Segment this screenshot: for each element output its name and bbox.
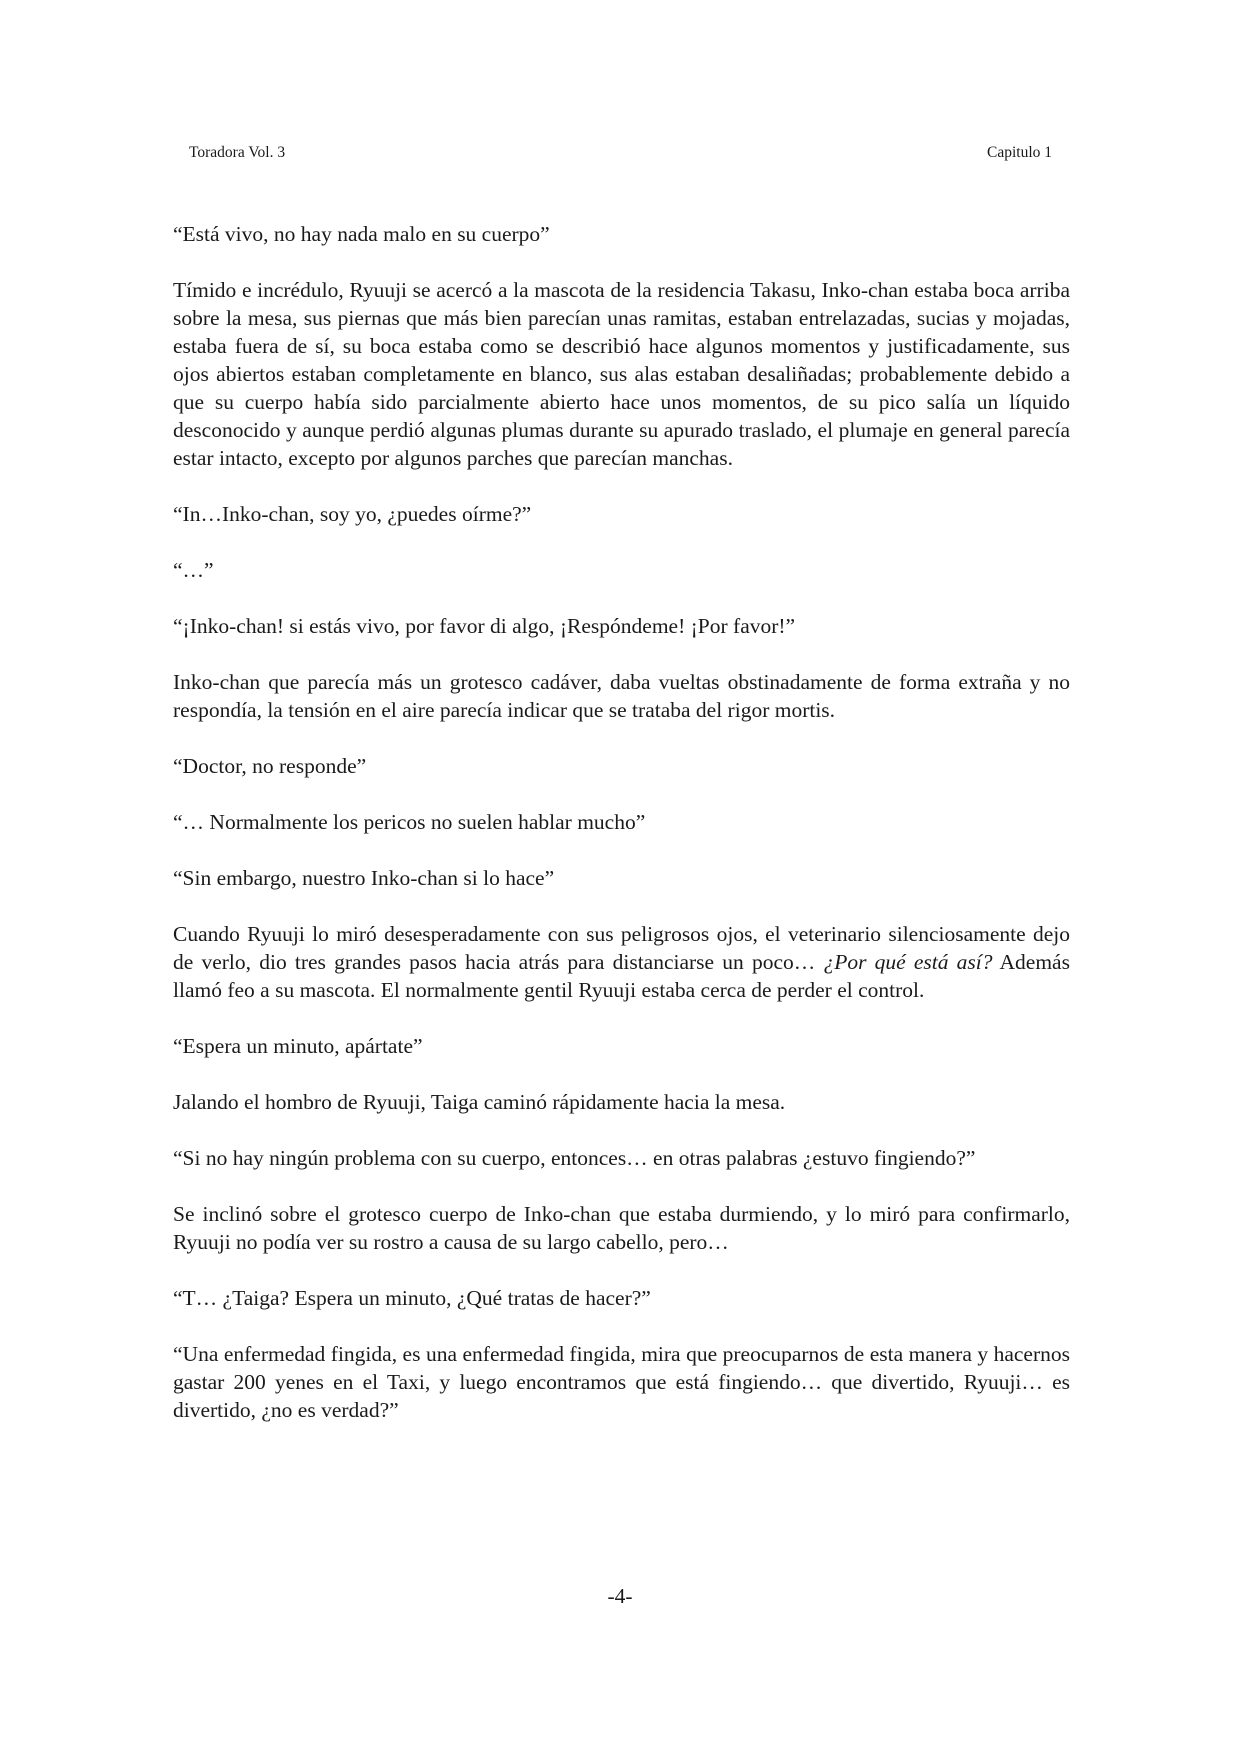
- paragraph-text: Cuando Ryuuji lo miró desesperadamente con sus peligrosos ojos, el veterinario silenciosamente dejo de verlo, dio tres grandes pasos hacia atrás para distanciarse un poco…: [173, 922, 1070, 974]
- paragraph: “Está vivo, no hay nada malo en su cuerpo”: [173, 222, 550, 246]
- paragraph: “T… ¿Taiga? Espera un minuto, ¿Qué tratas de hacer?”: [173, 1286, 651, 1310]
- italic-thought: ¿Por qué está así?: [823, 950, 993, 974]
- header-chapter: Capitulo 1: [986, 144, 1052, 161]
- header-book-title: Toradora Vol. 3: [189, 144, 286, 161]
- paragraph: Tímido e incrédulo, Ryuuji se acercó a la mascota de la residencia Takasu, Inko-chan estaba boca arriba sobre la mesa, sus piernas que más bien parecían unas ramitas, estaban entrelazadas, sucias y mojadas, estaba fuera de sí, su boca estaba como se describió hace algunos momentos y justificadamente, sus ojos abiertos estaban completamente en blanco, sus alas estaban desaliñadas; probablemente debido a que su cuerpo había sido parcialmente abierto hace unos momentos, de su pico salía un líquido desconocido y aunque perdió algunas plumas durante su apurado traslado, el plumaje en general parecía estar intacto, excepto por algunos parches que parecían manchas.: [173, 278, 1070, 470]
- paragraph: Jalando el hombro de Ryuuji, Taiga caminó rápidamente hacia la mesa.: [173, 1090, 786, 1114]
- paragraph: “Espera un minuto, apártate”: [173, 1034, 423, 1058]
- paragraph-text: Además llamó feo a su mascota. El normalmente gentil Ryuuji estaba cerca de perder el control.: [173, 950, 1070, 1002]
- paragraph-doctor: [173, 920, 1070, 1004]
- paragraph: Inko-chan que parecía más un grotesco cadáver, daba vueltas obstinadamente de forma extraña y no respondía, la tensión en el aire parecía indicar que se trataba del rigor mortis.: [173, 670, 1070, 722]
- paragraph: “Doctor, no responde”: [173, 754, 367, 778]
- paragraph: “Sin embargo, nuestro Inko-chan si lo hace”: [173, 866, 555, 890]
- paragraph: “… Normalmente los pericos no suelen hablar mucho”: [173, 810, 646, 834]
- paragraph: “Si no hay ningún problema con su cuerpo, entonces… en otras palabras ¿estuvo fingiendo?”: [173, 1146, 976, 1170]
- paragraph: “In…Inko-chan, soy yo, ¿puedes oírme?”: [173, 502, 532, 526]
- paragraph: “Una enfermedad fingida, es una enfermedad fingida, mira que preocuparnos de esta manera y hacernos gastar 200 yenes en el Taxi, y luego encontramos que está fingiendo… que divertido, Ryuuji… es divertido, ¿no es verdad?”: [173, 1342, 1070, 1422]
- body-text: [173, 220, 1070, 1452]
- paragraph: “…”: [173, 558, 214, 582]
- paragraph: Se inclinó sobre el grotesco cuerpo de Inko-chan que estaba durmiendo, y lo miró para confirmarlo, Ryuuji no podía ver su rostro a causa de su largo cabello, pero…: [173, 1202, 1070, 1254]
- page-number: -4-: [607, 1584, 633, 1608]
- running-header: [189, 144, 1052, 162]
- paragraph: “¡Inko-chan! si estás vivo, por favor di algo, ¡Respóndeme! ¡Por favor!”: [173, 614, 796, 638]
